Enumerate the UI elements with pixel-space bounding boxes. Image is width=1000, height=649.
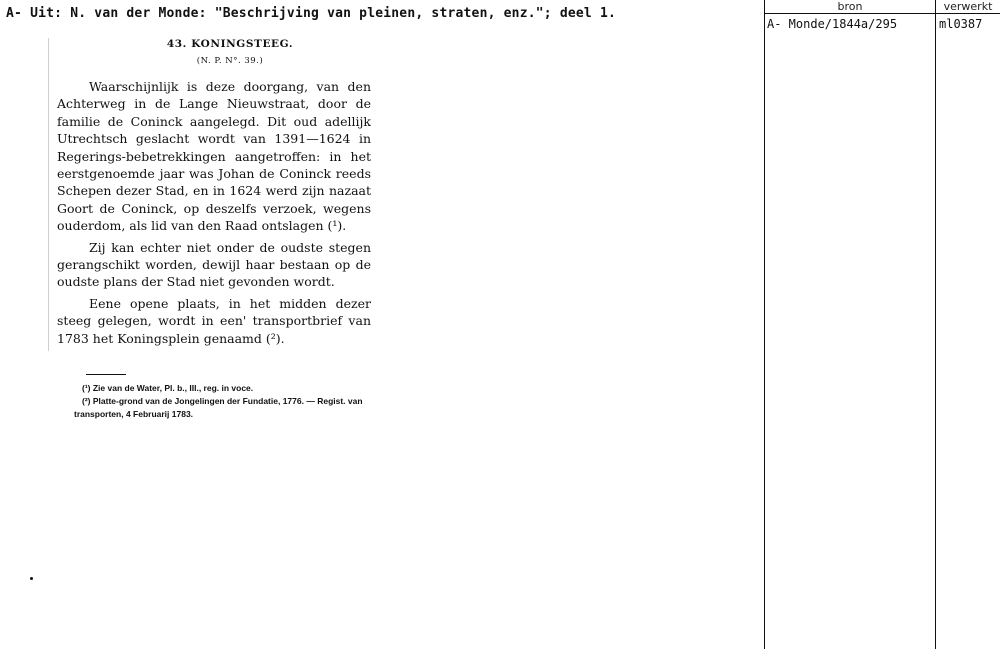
cell-bron: A- Monde/1844a/295 bbox=[767, 17, 898, 31]
cell-verwerkt: ml0387 bbox=[939, 17, 983, 31]
column-header-bron: bron bbox=[837, 0, 863, 13]
table-divider-middle bbox=[935, 0, 936, 649]
stray-dot bbox=[30, 577, 33, 580]
article bbox=[48, 38, 371, 351]
paragraph-2: Zij kan echter niet onder de oudste stegen gerangschikt worden, dewijl haar bestaan op de oudste plans der Stad niet gevonden wordt. bbox=[57, 239, 371, 290]
footnote-rule bbox=[86, 374, 126, 375]
column-header-verwerkt: verwerkt bbox=[943, 0, 993, 13]
article-subheading: (N. P. N°. 39.) bbox=[196, 56, 264, 66]
footnote-1: (¹) Zie van de Water, Pl. b., III., reg. in voce. bbox=[82, 383, 254, 393]
source-line: A- Uit: N. van der Monde: "Beschrijving van pleinen, straten, enz."; deel 1. bbox=[6, 6, 617, 21]
table-divider-left bbox=[764, 0, 765, 649]
paragraph-3: Eene opene plaats, in het midden dezer steeg gelegen, wordt in een' transportbrief van 1783 het Koningsplein genaamd (²). bbox=[57, 295, 371, 346]
article-heading: 43. KONINGSTEEG. bbox=[166, 38, 294, 50]
paragraph-1: Waarschijnlijk is deze doorgang, van den Achterweg in de Lange Nieuwstraat, door de familie de Coninck aangelegd. Dit oud adellijk Utrechtsch geslacht wordt van 1391—1624 in Regerings-bebetrekkingen aangetroffen: in het eerstgenoemde jaar was Johan de Coninck reeds Schepen dezer Stad, en in 1624 werd zijn nazaat Goort de Coninck, op deszelfs verzoek, wegens ouderdom, als lid van den Raad ontslagen (¹). bbox=[57, 79, 371, 234]
footnotes bbox=[74, 382, 374, 421]
footnote-2: (²) Platte-grond van de Jongelingen der Fundatie, 1776. — Regist. van transporten, 4 Februarij 1783. bbox=[74, 396, 363, 419]
table-header-rule bbox=[764, 13, 1000, 14]
